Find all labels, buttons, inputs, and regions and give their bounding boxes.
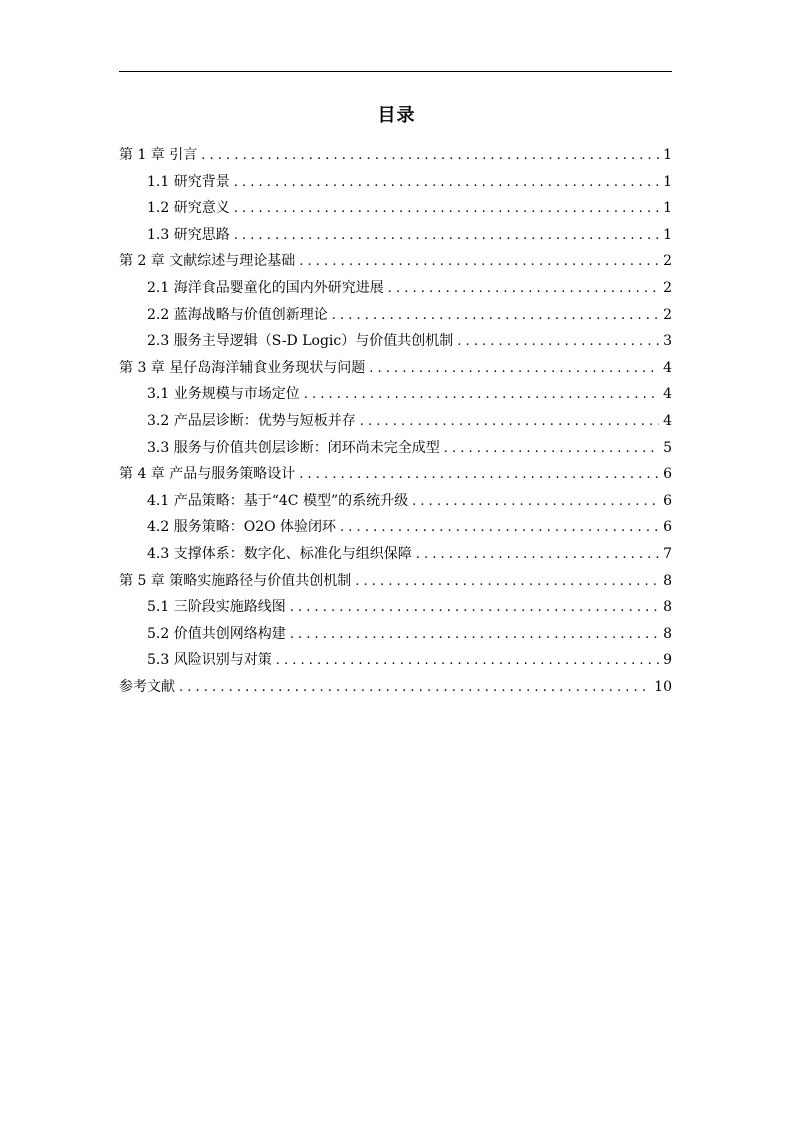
toc-entry-page: 9 [663, 652, 672, 669]
toc-entry-label: 5.1 三阶段实施路线图 [147, 599, 286, 616]
toc-entry[interactable] [119, 488, 672, 515]
toc-entry-page: 8 [663, 572, 672, 589]
toc-entry[interactable] [119, 195, 672, 222]
toc-entry[interactable] [119, 275, 672, 302]
toc-entry-label: 2.2 蓝海战略与价值创新理论 [147, 306, 328, 323]
toc-entry-page: 1 [663, 147, 672, 163]
toc-entry-label: 第 1 章 引言 [119, 147, 198, 163]
toc-leader-dots [388, 276, 659, 303]
toc-entry[interactable] [119, 621, 672, 648]
toc-leader-dots [234, 196, 659, 223]
toc-entry-page: 6 [663, 519, 672, 536]
toc-entry-label: 4.2 服务策略：O2O 体验闭环 [147, 519, 337, 536]
toc-leader-dots [290, 595, 659, 622]
toc-entry-label: 第 2 章 文献综述与理论基础 [119, 253, 296, 270]
toc-entry[interactable] [119, 328, 672, 355]
toc-entry-label: 3.2 产品层诊断：优势与短板并存 [147, 412, 356, 429]
toc-leader-dots [304, 382, 659, 409]
toc-leader-dots [457, 329, 659, 356]
toc-entry-page: 1 [663, 226, 672, 243]
toc-entry-page: 10 [654, 678, 672, 695]
toc-leader-dots [369, 356, 659, 383]
toc-entry-page: 6 [663, 492, 672, 509]
toc-entry-label: 3.3 服务与价值共创层诊断：闭环尚未完全成型 [147, 439, 440, 456]
toc-entry-page: 3 [663, 333, 672, 350]
toc-entry-label: 4.3 支撑体系：数字化、标准化与组织保障 [147, 545, 412, 562]
toc-entry-page: 8 [663, 599, 672, 616]
toc-leader-dots [299, 249, 659, 276]
toc-entry-page: 7 [663, 545, 672, 562]
toc-entry[interactable] [119, 381, 672, 408]
toc-entry-label: 1.3 研究思路 [147, 226, 230, 243]
toc-leader-dots [290, 622, 659, 649]
toc-entry[interactable] [119, 169, 672, 196]
toc-entry-label: 第 5 章 策略实施路径与价值共创机制 [119, 572, 352, 589]
toc-entry-page: 1 [663, 200, 672, 217]
toc-entry-page: 6 [663, 466, 672, 483]
header-rule [119, 71, 672, 72]
toc-entry-page: 4 [663, 359, 672, 376]
toc-entry-page: 2 [663, 279, 672, 296]
toc-entry-page: 1 [663, 173, 672, 190]
toc-title: 目录 [377, 105, 416, 126]
toc-leader-dots [355, 569, 659, 596]
toc-entry-page: 4 [663, 386, 672, 403]
toc-leader-dots [340, 515, 659, 542]
toc-entry-page: 5 [663, 439, 672, 456]
toc-entry[interactable] [119, 302, 672, 329]
toc-entry-label: 第 4 章 产品与服务策略设计 [119, 466, 296, 483]
toc-entry[interactable] [119, 461, 672, 488]
toc-entry[interactable] [119, 594, 672, 621]
toc-entry-label: 1.1 研究背景 [147, 173, 230, 190]
toc-entry[interactable] [119, 435, 672, 462]
toc-leader-dots [234, 170, 659, 197]
toc-leader-dots [234, 223, 659, 250]
toc-leader-dots [299, 462, 659, 489]
toc-entry[interactable] [119, 514, 672, 541]
toc-entry-label: 2.3 服务主导逻辑（S-D Logic）与价值共创机制 [147, 333, 454, 350]
toc-leader-dots [444, 436, 659, 463]
toc-leader-dots [179, 675, 650, 702]
toc-leader-dots [412, 489, 659, 516]
toc-entry[interactable] [119, 674, 672, 701]
toc-entry-page: 4 [663, 412, 672, 429]
toc-entry-label: 5.2 价值共创网络构建 [147, 625, 286, 642]
toc-entry-label: 5.3 风险识别与对策 [147, 652, 272, 669]
toc-leader-dots [360, 409, 659, 436]
table-of-contents [119, 142, 672, 700]
toc-entry[interactable] [119, 647, 672, 674]
toc-entry[interactable] [119, 355, 672, 382]
toc-entry[interactable] [119, 222, 672, 249]
toc-entry[interactable] [119, 248, 672, 275]
toc-leader-dots [416, 542, 659, 569]
toc-entry-label: 3.1 业务规模与市场定位 [147, 386, 300, 403]
toc-entry[interactable] [119, 142, 672, 169]
toc-entry[interactable] [119, 541, 672, 568]
toc-leader-dots [332, 303, 659, 330]
toc-entry[interactable] [119, 408, 672, 435]
toc-entry-page: 2 [663, 306, 672, 323]
toc-entry-page: 8 [663, 625, 672, 642]
toc-entry-label: 2.1 海洋食品婴童化的国内外研究进展 [147, 279, 384, 296]
toc-entry[interactable] [119, 568, 672, 595]
toc-entry-label: 1.2 研究意义 [147, 200, 230, 217]
toc-entry-label: 4.1 产品策略：基于“4C 模型”的系统升级 [147, 492, 409, 509]
toc-leader-dots [276, 648, 659, 675]
toc-entry-label: 参考文献 [119, 678, 175, 695]
toc-entry-label: 第 3 章 星仔岛海洋辅食业务现状与问题 [119, 359, 366, 376]
toc-entry-page: 2 [663, 253, 672, 270]
toc-leader-dots [201, 143, 659, 170]
